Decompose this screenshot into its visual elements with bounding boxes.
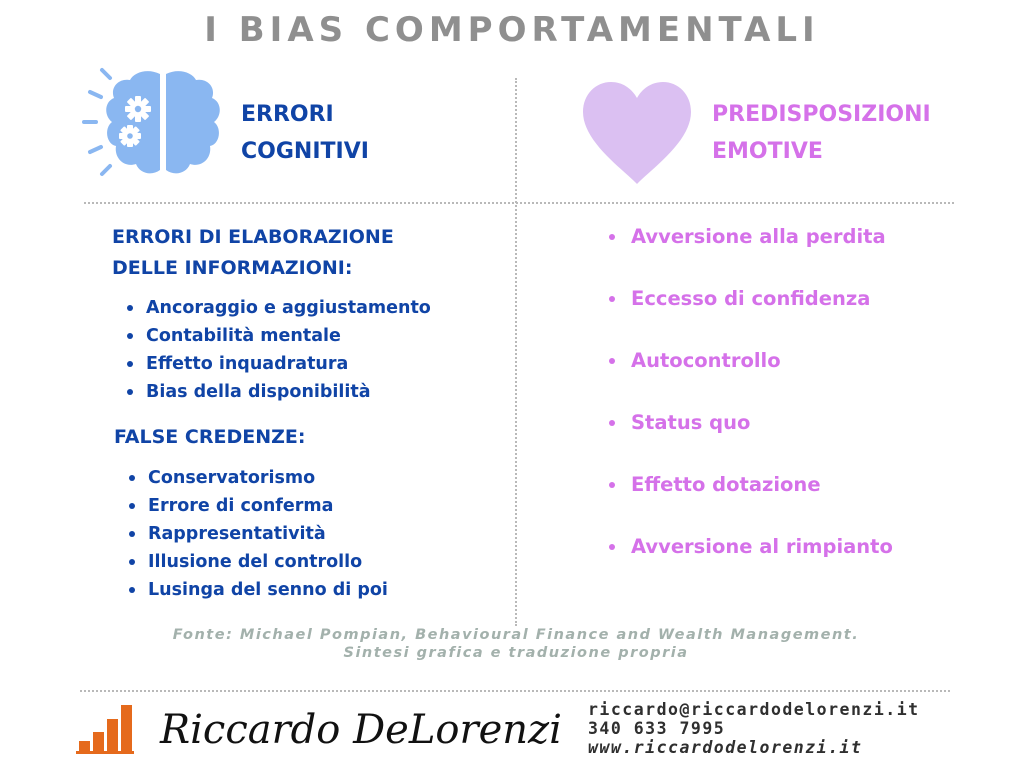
list-item: Avversione alla perdita xyxy=(608,206,893,268)
emotional-predispositions-heading xyxy=(712,96,931,170)
emotional-heading-line2: EMOTIVE xyxy=(712,139,823,164)
list-item: Contabilità mentale xyxy=(124,322,431,350)
section1-heading-line2: DELLE INFORMAZIONI: xyxy=(112,257,353,279)
list-item: Autocontrollo xyxy=(608,330,893,392)
list-item: Lusinga del senno di poi xyxy=(126,576,388,604)
list-item: Errore di conferma xyxy=(126,492,388,520)
cognitive-errors-heading xyxy=(241,96,369,170)
emotional-biases-list xyxy=(608,206,893,578)
emotional-heading-line1: PREDISPOSIZIONI xyxy=(712,102,931,127)
email-link[interactable]: riccardo@riccardodelorenzi.it xyxy=(588,700,920,719)
signature: Riccardo DeLorenzi xyxy=(160,707,562,753)
info-processing-errors-list xyxy=(124,294,431,406)
list-item: Effetto dotazione xyxy=(608,454,893,516)
phone-number: 340 633 7995 xyxy=(588,719,726,738)
list-item: Avversione al rimpianto xyxy=(608,516,893,578)
brain-gears-icon xyxy=(82,64,222,184)
list-item: Conservatorismo xyxy=(126,464,388,492)
source-line1: Fonte: Michael Pompian, Behavioural Finance and Wealth Management. xyxy=(172,627,860,643)
list-item: Eccesso di confidenza xyxy=(608,268,893,330)
website-link[interactable]: www.riccardodelorenzi.it xyxy=(588,738,863,757)
cognitive-heading-line1: ERRORI xyxy=(241,102,334,127)
source-line2: Sintesi grafica e traduzione propria xyxy=(343,645,689,661)
list-item: Ancoraggio e aggiustamento xyxy=(124,294,431,322)
source-note xyxy=(0,626,1024,662)
false-beliefs-heading: FALSE CREDENZE: xyxy=(114,426,306,448)
list-item: Bias della disponibilità xyxy=(124,378,431,406)
page-title: I BIAS COMPORTAMENTALI xyxy=(204,10,820,50)
info-processing-errors-heading xyxy=(112,222,394,284)
false-beliefs-list xyxy=(126,464,388,604)
cognitive-heading-line2: COGNITIVI xyxy=(241,139,369,164)
section1-heading-line1: ERRORI DI ELABORAZIONE xyxy=(112,226,394,248)
vertical-divider xyxy=(515,78,517,626)
bar-chart-logo-icon xyxy=(76,703,136,755)
heart-icon xyxy=(580,80,694,186)
list-item: Status quo xyxy=(608,392,893,454)
list-item: Effetto inquadratura xyxy=(124,350,431,378)
horizontal-divider xyxy=(84,202,954,204)
footer-divider xyxy=(80,690,950,692)
list-item: Rappresentatività xyxy=(126,520,388,548)
list-item: Illusione del controllo xyxy=(126,548,388,576)
